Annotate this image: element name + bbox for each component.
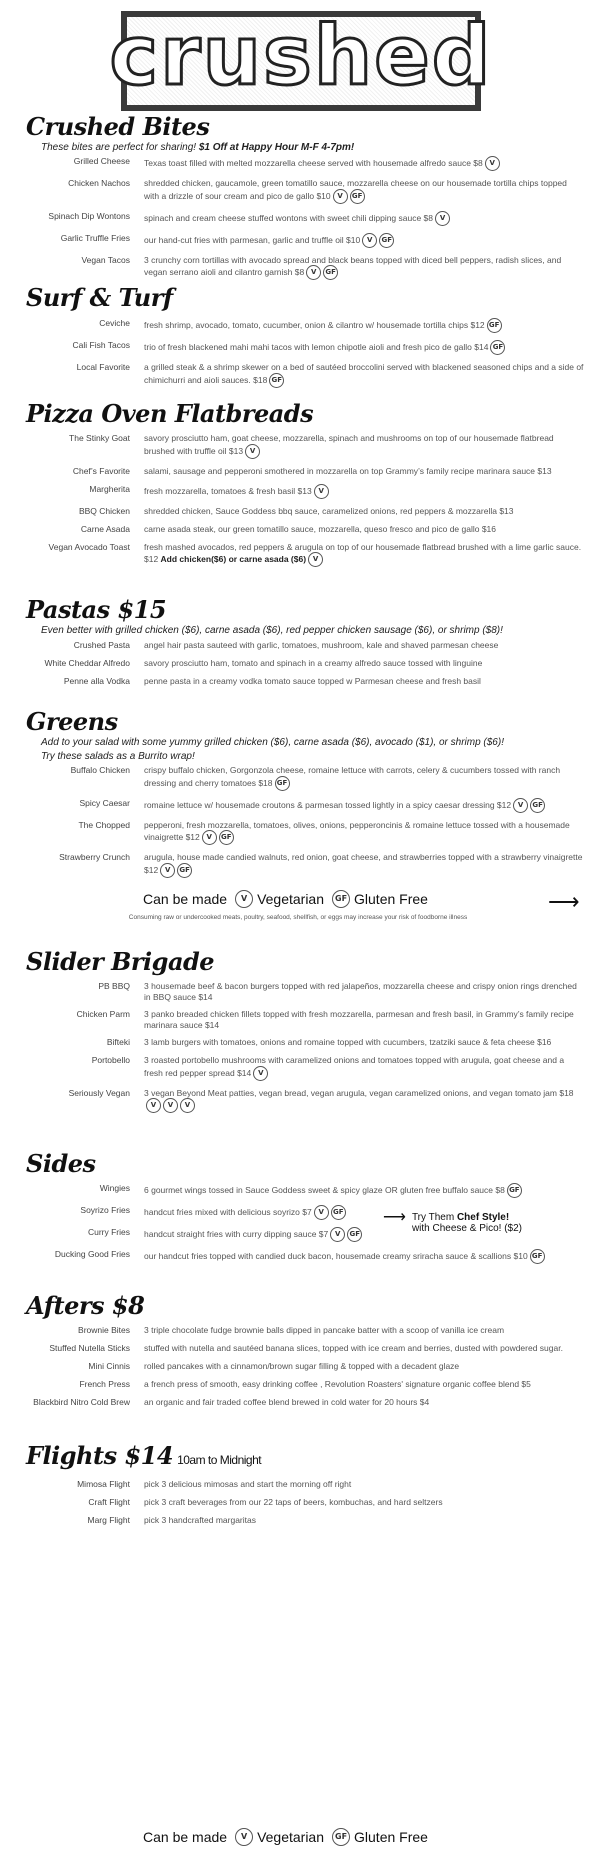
item-desc: angel hair pasta sauteed with garlic, tomatoes, mushroom, kale and shaved parmesan cheese <box>144 640 499 650</box>
vegetarian-icon: V <box>314 484 329 499</box>
item-name: Carne Asada <box>80 523 130 534</box>
item-desc: 3 lamb burgers with tomatoes, onions and romaine topped with cucumbers, tzatziki sauce & feta cheese $16 <box>144 1037 552 1047</box>
item-name: Portobello <box>91 1055 130 1065</box>
section-afters <box>26 1292 586 1408</box>
menu-item <box>26 658 586 669</box>
item-name: Craft Flight <box>88 1497 130 1507</box>
vegetarian-icon: V <box>306 265 321 280</box>
menu-item <box>26 640 586 651</box>
menu-item <box>26 1515 586 1526</box>
item-name: Chicken Nachos <box>68 178 130 188</box>
item-name: Marg Flight <box>87 1515 130 1525</box>
item-name: Grilled Cheese <box>73 156 130 166</box>
section-title: Pizza Oven Flatbreads <box>26 399 314 428</box>
gluten-free-icon: GF <box>177 863 192 878</box>
item-desc: shredded chicken, gaucamole, green tomatillo sauce, mozzarella cheese on our housemade tortilla chips topped with a drizzle of sour cream and pico de gallo $10 V GF <box>144 178 584 204</box>
menu-item <box>26 676 586 687</box>
item-name: Local Favorite <box>76 362 130 372</box>
menu-item <box>26 542 586 568</box>
section-flights <box>26 1442 586 1526</box>
gluten-free-icon: GF <box>487 318 502 333</box>
menu-item <box>26 1249 586 1264</box>
vegetarian-icon: V <box>163 1098 178 1113</box>
item-desc: handcut straight fries with curry dipping sauce $7 V GF <box>144 1227 584 1242</box>
item-desc: fresh shrimp, avocado, tomato, cucumber, onion & cilantro w/ housemade tortilla chips $12 GF <box>144 318 584 333</box>
item-desc: arugula, house made candied walnuts, red onion, goat cheese, and strawberries topped with a strawberry vinaigrette $12 V GF <box>144 852 584 878</box>
menu-item <box>26 433 586 459</box>
item-name: PB BBQ <box>98 981 130 991</box>
menu-item <box>26 1055 586 1081</box>
item-desc: our hand-cut fries with parmesan, garlic and truffle oil $10 V GF <box>144 233 584 248</box>
legend-gluten-free: Gluten Free <box>354 891 428 907</box>
dietary-legend <box>143 1828 428 1846</box>
item-name: Vegan Tacos <box>81 254 130 265</box>
item-name: Margherita <box>89 483 130 494</box>
vegetarian-icon: V <box>330 1227 345 1242</box>
vegetarian-icon: V <box>314 1205 329 1220</box>
item-name: Stuffed Nutella Sticks <box>49 1343 130 1353</box>
gluten-free-icon: GF <box>219 830 234 845</box>
menu-item <box>26 820 586 846</box>
vegetarian-icon: V <box>235 1828 253 1846</box>
item-desc: romaine lettuce w/ housemade croutons & parmesan tossed lightly in a spicy caesar dressing $12 V GF <box>144 798 584 813</box>
gluten-free-icon: GF <box>275 776 290 791</box>
section-title: Slider Brigade <box>26 947 215 976</box>
item-name: Garlic Truffle Fries <box>60 232 130 243</box>
menu-item <box>26 466 586 477</box>
gluten-free-icon: GF <box>323 265 338 280</box>
item-desc: fresh mozzarella, tomatoes & fresh basil $13 V <box>144 484 584 499</box>
section-note: Add to your salad with some yummy grilled chicken ($6), carne asada ($6), avocado ($1), or shrimp ($6)! <box>41 737 504 748</box>
menu-item <box>26 1397 586 1408</box>
item-name: Soyrizo Fries <box>80 1205 130 1215</box>
menu-item <box>26 1497 586 1508</box>
menu-item <box>26 1325 586 1336</box>
item-desc: handcut fries mixed with delicious soyrizo $7 V GF <box>144 1205 584 1220</box>
section-greens <box>26 708 586 878</box>
gluten-free-icon: GF <box>331 1205 346 1220</box>
menu-item <box>26 798 586 813</box>
dietary-legend <box>143 890 428 908</box>
item-name: Blackbird Nitro Cold Brew <box>33 1397 130 1407</box>
item-desc: 3 housemade beef & bacon burgers topped with red jalapeños, mozzarella cheese and crispy onion rings drenched in BBQ sauce $14 <box>144 981 577 1002</box>
vegetarian-icon: V <box>245 444 260 459</box>
item-name: Penne alla Vodka <box>63 676 130 686</box>
vegetarian-icon: V <box>160 863 175 878</box>
item-name: Wingies <box>99 1183 130 1193</box>
menu-item <box>26 852 586 878</box>
item-name: Crushed Pasta <box>73 640 130 650</box>
section-title: Flights $14 10am to Midnight <box>26 1441 262 1470</box>
vegetarian-icon: V <box>333 189 348 204</box>
menu-item <box>26 1343 586 1354</box>
menu-item <box>26 340 586 355</box>
section-title: Pastas $15 <box>26 595 167 624</box>
item-desc: fresh mashed avocados, red peppers & arugula on top of our housemade flatbread brushed with a lime garlic sauce. $12 Add chicken($6) or carne asada ($6) V <box>144 542 584 568</box>
section-surf-turf <box>26 284 586 388</box>
gluten-free-icon: GF <box>490 340 505 355</box>
gluten-free-icon: GF <box>507 1183 522 1198</box>
item-desc: our handcut fries topped with candied duck bacon, housemade creamy sriracha sauce & scallions $10 GF <box>144 1249 584 1264</box>
section-title: Greens <box>26 707 118 736</box>
gluten-free-icon: GF <box>530 798 545 813</box>
item-desc: rolled pancakes with a cinnamon/brown sugar filling & topped with a decadent glaze <box>144 1361 460 1371</box>
menu-item <box>26 211 586 226</box>
gluten-free-icon: GF <box>347 1227 362 1242</box>
gluten-free-icon: GF <box>350 189 365 204</box>
item-name: Strawberry Crunch <box>59 852 130 862</box>
menu-item <box>26 981 586 1002</box>
item-desc: 6 gourmet wings tossed in Sauce Goddess sweet & spicy glaze OR gluten free buffalo sauce $8 GF <box>144 1183 584 1198</box>
item-desc: an organic and fair traded coffee blend brewed in cold water for 20 hours $4 <box>144 1397 430 1407</box>
item-name: Spicy Caesar <box>79 797 130 808</box>
item-name: Spinach Dip Wontons <box>48 210 130 221</box>
item-desc: a french press of smooth, easy drinking coffee , Revolution Roasters' signature organic coffee blend $5 <box>144 1379 531 1389</box>
item-desc: 3 roasted portobello mushrooms with caramelized onions and tomatoes topped with arugula, goat cheese and a fresh red pepper spread $14 V <box>144 1055 584 1081</box>
gluten-free-icon: GF <box>332 1828 350 1846</box>
logo-text: crushed <box>109 9 493 104</box>
item-name: Vegan Avocado Toast <box>48 541 130 552</box>
menu-item <box>26 233 586 248</box>
section-title: Crushed Bites <box>26 112 210 141</box>
item-desc: crispy buffalo chicken, Gorgonzola cheese, romaine lettuce with carrots, celery & cucumbers tossed with ranch dressing and cherry tomatoes $18 GF <box>144 765 584 791</box>
section-slider-brigade <box>26 948 586 1113</box>
section-pizza-flatbreads <box>26 400 586 567</box>
section-title: Afters $8 <box>26 1291 145 1320</box>
menu-item <box>26 484 586 499</box>
item-desc: a grilled steak & a shrimp skewer on a bed of sautéed broccolini served with blackened seasoned chips and a side of chimichurri and aioli sauces. $18 GF <box>144 362 584 388</box>
item-name: Brownie Bites <box>78 1325 130 1335</box>
menu-item <box>26 506 586 517</box>
menu-item <box>26 178 586 204</box>
item-name: Ducking Good Fries <box>54 1249 130 1259</box>
vegetarian-icon: V <box>485 156 500 171</box>
chef-style-callout: ⟶ Try Them Chef Style! with Cheese & Pico! ($2) <box>383 1209 522 1234</box>
item-name: White Cheddar Alfredo <box>44 658 130 668</box>
section-crushed-bites <box>26 113 586 280</box>
section-title: Sides <box>26 1149 96 1178</box>
vegetarian-icon: V <box>202 830 217 845</box>
gluten-free-icon: GF <box>269 373 284 388</box>
item-name: Mimosa Flight <box>77 1479 130 1489</box>
item-name: BBQ Chicken <box>78 505 130 516</box>
food-safety-disclaimer: Consuming raw or undercooked meats, poultry, seafood, shellfish, or eggs may increase your risk of foodborne illness <box>128 914 468 921</box>
item-name: Chicken Parm <box>76 1009 130 1019</box>
item-desc: pepperoni, fresh mozzarella, tomatoes, olives, onions, pepperoncinis & romaine lettuce tossed with a housemade vinaigrette $12 V GF <box>144 820 584 846</box>
item-name: French Press <box>79 1379 130 1389</box>
vegetarian-icon: V <box>146 1098 161 1113</box>
menu-item <box>26 765 586 791</box>
item-name: Buffalo Chicken <box>70 765 130 775</box>
item-desc: savory prosciutto ham, tomato and spinach in a creamy alfredo sauce tossed with linguine <box>144 658 483 668</box>
item-name: The Stinky Goat <box>69 433 130 443</box>
logo <box>109 9 493 111</box>
item-name: Seriously Vegan <box>68 1087 130 1098</box>
item-name: Bifteki <box>106 1037 130 1047</box>
gluten-free-icon: GF <box>530 1249 545 1264</box>
legend-vegetarian: Vegetarian <box>257 1829 325 1845</box>
vegetarian-icon: V <box>235 890 253 908</box>
menu-item <box>26 1009 586 1030</box>
item-desc: pick 3 delicious mimosas and start the morning off right <box>144 1479 352 1489</box>
gluten-free-icon: GF <box>332 890 350 908</box>
menu-item <box>26 255 586 281</box>
menu-item <box>26 156 586 171</box>
section-note: Even better with grilled chicken ($6), carne asada ($6), red pepper chicken sausage ($6), or shrimp ($8)! <box>41 625 503 636</box>
item-desc: savory prosciutto ham, goat cheese, mozzarella, spinach and mushrooms on top of our housemade flatbread brushed with truffle oil $13 V <box>144 433 584 459</box>
arrow-right-icon: ⟶ <box>383 1209 406 1226</box>
item-desc: 3 triple chocolate fudge brownie balls dipped in pancake batter with a scoop of vanilla ice cream <box>144 1325 505 1335</box>
menu-item <box>26 1088 586 1114</box>
item-desc: salami, sausage and pepperoni smothered in mozzarella on top Grammy’s family recipe marinara sauce $13 <box>144 465 552 476</box>
vegetarian-icon: V <box>253 1066 268 1081</box>
menu-item <box>26 1037 586 1048</box>
gluten-free-icon: GF <box>379 233 394 248</box>
legend-gluten-free: Gluten Free <box>354 1829 428 1845</box>
section-title: Surf & Turf <box>26 283 173 312</box>
menu-item <box>26 1379 586 1390</box>
item-name: Ceviche <box>99 318 130 328</box>
item-desc: pick 3 handcrafted margaritas <box>144 1515 256 1525</box>
item-desc: 3 panko breaded chicken fillets topped with fresh mozzarella, parmesan and fresh basil, in Grammy’s family recipe marinara sauce $14 <box>144 1009 574 1030</box>
menu-item <box>26 1361 586 1372</box>
section-sides <box>26 1150 586 1264</box>
vegetarian-icon: V <box>308 552 323 567</box>
section-note: These bites are perfect for sharing! $1 Off at Happy Hour M-F 4-7pm! <box>41 142 355 153</box>
item-desc: stuffed with nutella and sautéed banana slices, topped with ice cream and berries, dusted with powdered sugar. <box>144 1343 563 1353</box>
arrow-right-icon: ⟶ <box>548 889 580 914</box>
section-note: Try these salads as a Burrito wrap! <box>41 751 195 762</box>
item-desc: spinach and cream cheese stuffed wontons with sweet chili dipping sauce $8 V <box>144 211 584 226</box>
item-name: Curry Fries <box>87 1227 130 1237</box>
menu-item <box>26 318 586 333</box>
item-name: The Chopped <box>78 819 130 830</box>
item-desc: penne pasta in a creamy vodka tomato sauce topped w Parmesan cheese and fresh basil <box>144 676 481 686</box>
item-desc: pick 3 craft beverages from our 22 taps of beers, kombuchas, and hard seltzers <box>144 1497 443 1507</box>
legend-label: Can be made <box>143 1829 228 1845</box>
item-desc: carne asada steak, our green tomatillo sauce, mozzarella, queso fresco and pico de gallo $16 <box>144 523 497 534</box>
item-desc: shredded chicken, Sauce Goddess bbq sauce, caramelized onions, red peppers & mozzarella $13 <box>144 505 514 516</box>
section-pastas <box>26 596 586 687</box>
menu-item <box>26 1183 586 1198</box>
item-desc: 3 crunchy corn tortillas with avocado spread and black beans topped with diced bell peppers, radish slices, and vegan serrano aioli and cilantro garnish $8 V GF <box>144 255 584 281</box>
legend-label: Can be made <box>143 891 228 907</box>
menu-item <box>26 362 586 388</box>
legend-vegetarian: Vegetarian <box>257 891 325 907</box>
item-name: Mini Cinnis <box>88 1361 130 1371</box>
item-desc: trio of fresh blackened mahi mahi tacos with lemon chipotle aioli and fresh pico de gallo $14 GF <box>144 340 584 355</box>
vegetarian-icon: V <box>362 233 377 248</box>
menu-item <box>26 1479 586 1490</box>
vegetarian-icon: V <box>180 1098 195 1113</box>
item-desc: 3 vegan Beyond Meat patties, vegan bread, vegan arugula, vegan caramelized onions, and vegan tomato jam $18V V V <box>144 1088 584 1114</box>
item-desc: Texas toast filled with melted mozzarella cheese served with housemade alfredo sauce $8 V <box>144 156 584 171</box>
vegetarian-icon: V <box>513 798 528 813</box>
item-name: Cali Fish Tacos <box>72 340 130 350</box>
item-name: Chef’s Favorite <box>72 465 130 476</box>
menu-item <box>26 524 586 535</box>
vegetarian-icon: V <box>435 211 450 226</box>
